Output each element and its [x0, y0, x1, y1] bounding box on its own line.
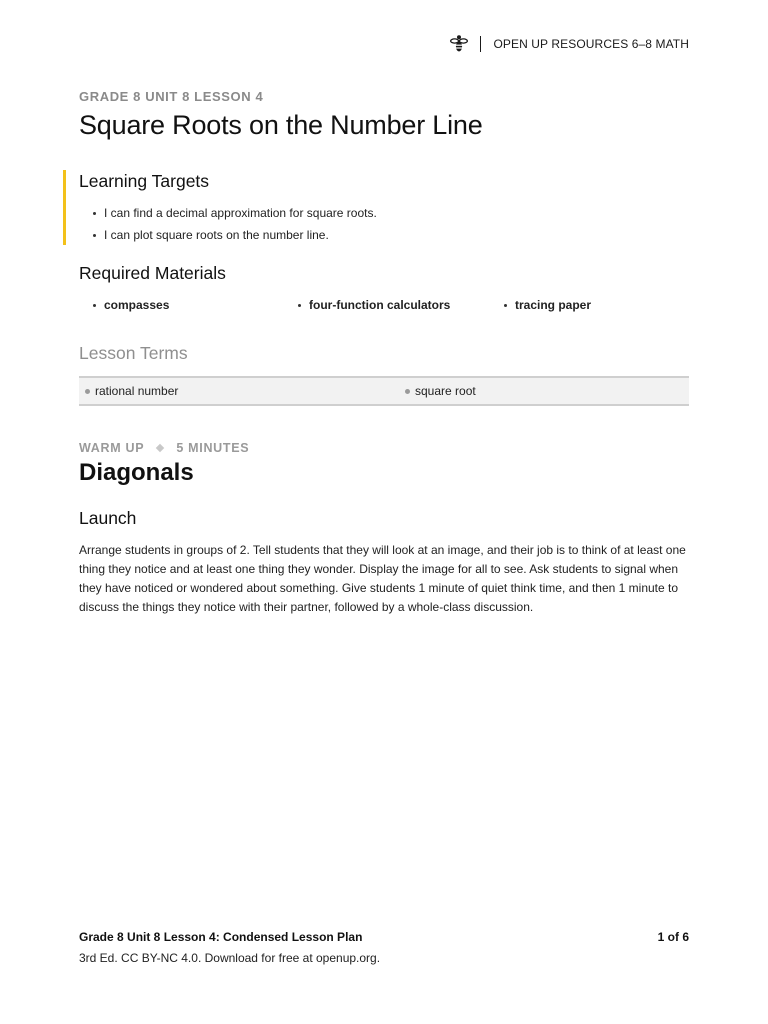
material-item: compasses — [92, 294, 169, 316]
lesson-eyebrow: GRADE 8 UNIT 8 LESSON 4 — [79, 89, 264, 104]
lesson-term-item: square root — [405, 381, 476, 401]
material-item: tracing paper — [503, 294, 591, 316]
page-title: Square Roots on the Number Line — [79, 110, 483, 140]
footer-page-number: 1 of 6 — [657, 930, 689, 944]
brand-text: OPEN UP RESOURCES 6–8 MATH — [493, 37, 689, 51]
launch-heading: Launch — [79, 508, 137, 528]
lesson-terms-box — [79, 376, 689, 406]
learning-target-item: I can find a decimal approximation for square roots. — [92, 202, 699, 224]
launch-paragraph: Arrange students in groups of 2. Tell students that they will look at an image, and their job is to think of at least one thing they notice and at least one thing they wonder. Display the image for all to see. Ask students to signal when they have noticed or wondered about something. Give students 1 minute of quiet think time, and then 1 minute to discuss the things they notice with their partner, followed by a whole-class discussion. — [79, 543, 686, 614]
learning-target-item: I can plot square roots on the number line. — [92, 224, 699, 246]
materials-heading: Required Materials — [79, 263, 226, 283]
materials-list — [92, 294, 692, 316]
learning-targets-list — [92, 202, 699, 246]
footer-doc-title: Grade 8 Unit 8 Lesson 4: Condensed Lesson Plan — [79, 930, 363, 944]
learning-targets-section — [63, 170, 699, 245]
header-divider — [480, 36, 481, 52]
activity-title: Diagonals — [79, 459, 194, 486]
brand-header — [449, 34, 689, 54]
bee-logo-icon — [449, 34, 469, 54]
activity-label: WARM UP — [79, 441, 145, 455]
lesson-term-item: rational number — [85, 381, 178, 401]
lesson-terms-heading: Lesson Terms — [79, 343, 188, 363]
learning-targets-heading: Learning Targets — [79, 171, 210, 191]
activity-duration: 5 MINUTES — [176, 441, 250, 455]
material-item: four-function calculators — [297, 294, 450, 316]
activity-meta — [79, 441, 249, 455]
footer-license: 3rd Ed. CC BY-NC 4.0. Download for free at openup.org. — [79, 951, 381, 965]
diamond-separator-icon — [156, 444, 164, 452]
